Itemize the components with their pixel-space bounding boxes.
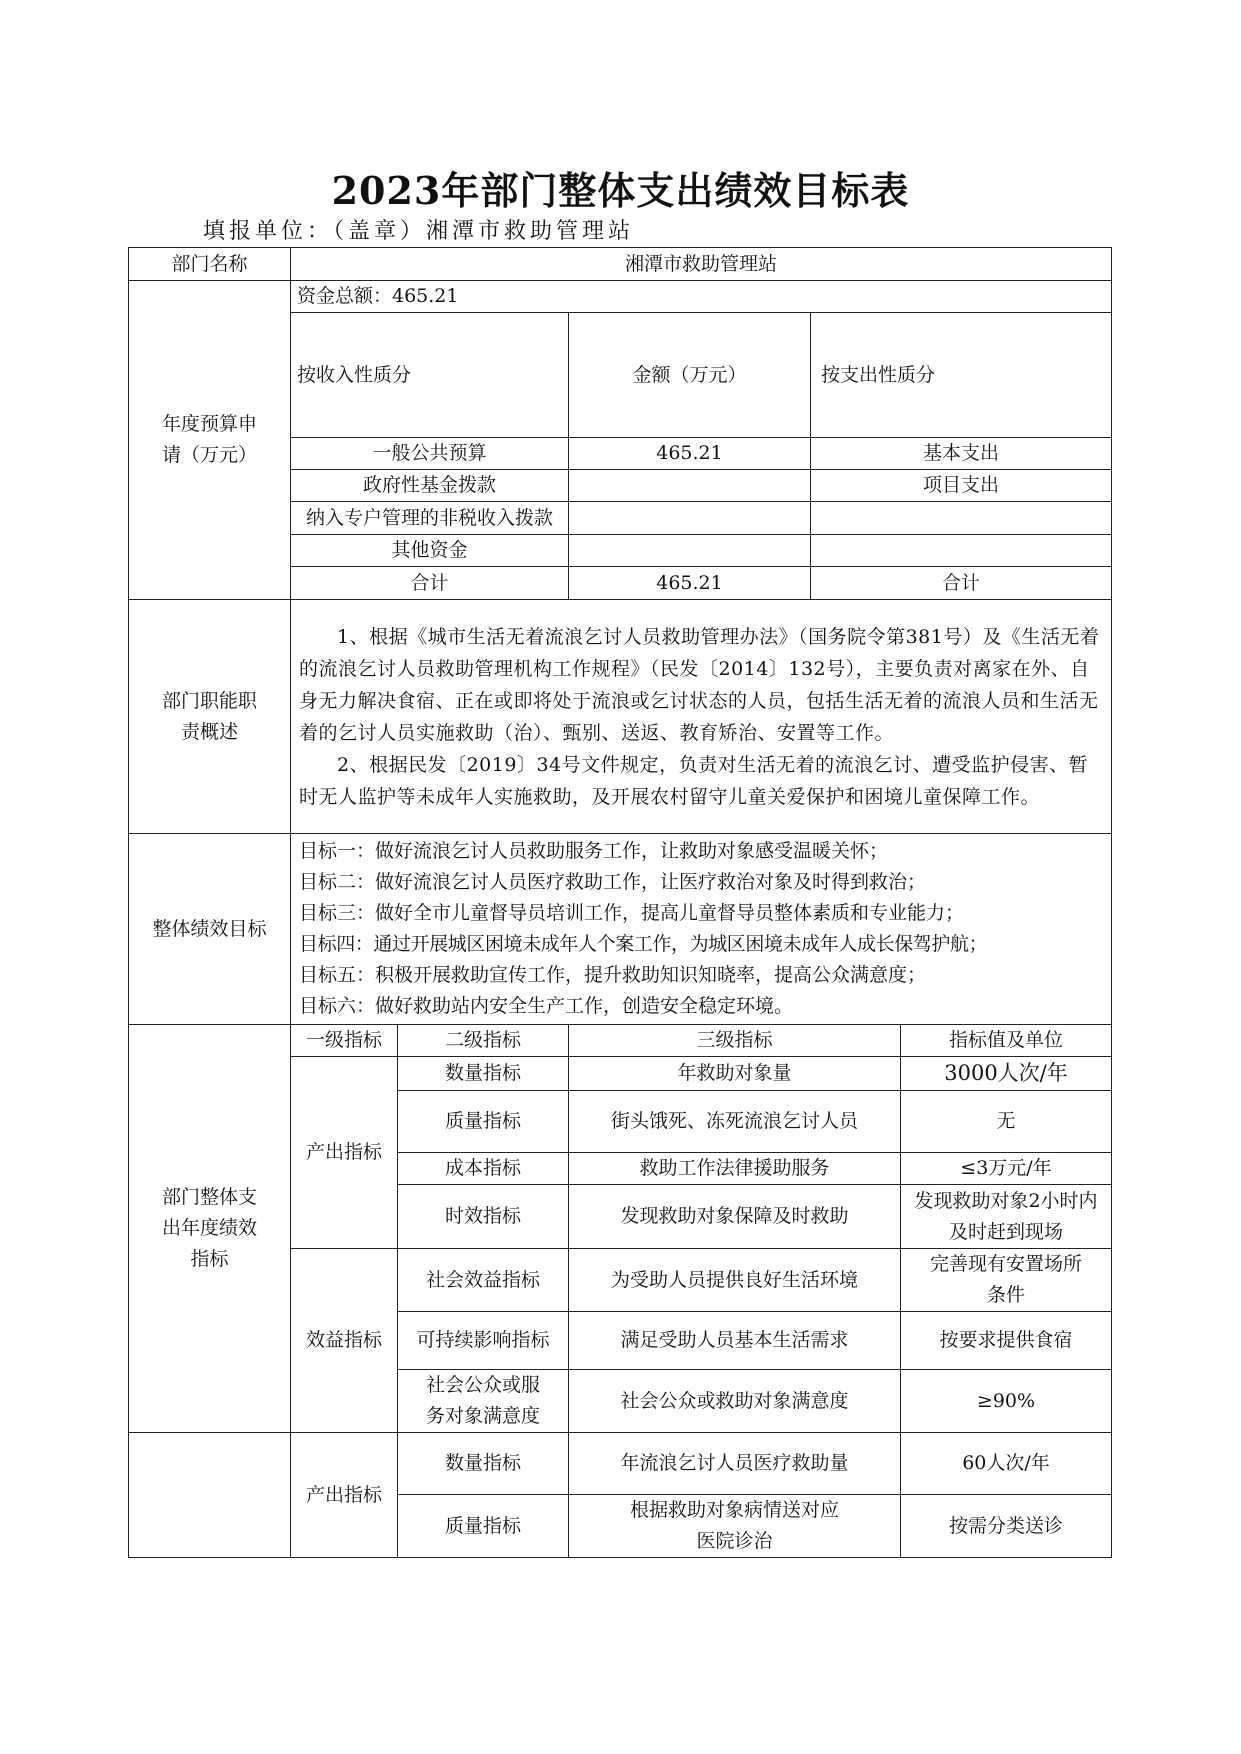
indicator-value: ≥90% <box>901 1370 1112 1433</box>
income-amount <box>569 470 811 502</box>
goal-item: 目标四：通过开展城区困境未成年人个案工作，为城区困境未成年人成长保驾护航； <box>299 933 988 955</box>
income-amount: 465.21 <box>569 438 811 470</box>
duties-label: 部门职能职责概述 <box>129 600 291 834</box>
indicator-level2: 可持续影响指标 <box>398 1312 569 1370</box>
indicator-level3: 街头饿死、冻死流浪乞讨人员 <box>569 1091 901 1153</box>
goal-item: 目标一：做好流浪乞讨人员救助服务工作，让救助对象感受温暖关怀； <box>299 840 889 862</box>
expense-type: 项目支出 <box>811 470 1112 502</box>
expense-head: 按支出性质分 <box>811 313 1112 438</box>
income-head: 按收入性质分 <box>291 313 569 438</box>
head-level2: 二级指标 <box>398 1025 569 1057</box>
goal-item: 目标三：做好全市儿童督导员培训工作，提高儿童督导员整体素质和专业能力； <box>299 902 965 924</box>
fill-unit: 填报单位：（盖章）湘潭市救助管理站 <box>203 219 635 244</box>
indicators-label: 部门整体支出年度绩效指标 <box>129 1025 291 1433</box>
income-type: 纳入专户管理的非税收入拨款 <box>291 502 569 535</box>
expense-type: 基本支出 <box>811 438 1112 470</box>
output2-label: 产出指标 <box>291 1433 398 1558</box>
indicator-level2: 时效指标 <box>398 1185 569 1249</box>
indicator-level3: 发现救助对象保障及时救助 <box>569 1185 901 1249</box>
indicator-value: 3000人次/年 <box>901 1057 1112 1091</box>
budget-label: 年度预算申请（万元） <box>129 281 291 600</box>
expense-type <box>811 502 1112 535</box>
indicator-value: ≤3万元/年 <box>901 1153 1112 1185</box>
income-amount <box>569 502 811 535</box>
expense-type <box>811 535 1112 567</box>
income-type: 政府性基金拨款 <box>291 470 569 502</box>
goal-item: 目标五：积极开展救助宣传工作，提升救助知识知晓率，提高公众满意度； <box>299 964 927 986</box>
indicator-value: 无 <box>901 1091 1112 1153</box>
performance-table <box>128 247 1112 1558</box>
goal-item: 目标二：做好流浪乞讨人员医疗救助工作，让医疗救治对象及时得到救治； <box>299 871 927 893</box>
indicator-level3: 年救助对象量 <box>569 1057 901 1091</box>
income-total: 465.21 <box>569 567 811 600</box>
indicator-value: 完善现有安置场所条件 <box>901 1249 1112 1312</box>
indicator-value: 按要求提供食宿 <box>901 1312 1112 1370</box>
effect-label: 效益指标 <box>291 1249 398 1433</box>
indicator-level3: 为受助人员提供良好生活环境 <box>569 1249 901 1312</box>
head-level1: 一级指标 <box>291 1025 398 1057</box>
indicator-level2: 成本指标 <box>398 1153 569 1185</box>
indicator-value: 按需分类送诊 <box>901 1495 1112 1558</box>
indicator-level2: 质量指标 <box>398 1091 569 1153</box>
indicator-level3: 根据救助对象病情送对应医院诊治 <box>569 1495 901 1558</box>
dept-value: 湘潭市救助管理站 <box>291 248 1112 281</box>
duties-text <box>291 600 1112 834</box>
income-amount <box>569 535 811 567</box>
budget-total: 资金总额：465.21 <box>291 281 1112 313</box>
goal-item: 目标六：做好救助站内安全生产工作，创造安全稳定环境。 <box>299 995 794 1017</box>
output-label: 产出指标 <box>291 1057 398 1249</box>
indicator-level3: 年流浪乞讨人员医疗救助量 <box>569 1433 901 1495</box>
indicator-level2: 社会公众或服务对象满意度 <box>398 1370 569 1433</box>
indicators-label-cont <box>129 1433 291 1558</box>
indicator-level2: 数量指标 <box>398 1057 569 1091</box>
indicator-level2: 质量指标 <box>398 1495 569 1558</box>
income-amount-head: 金额（万元） <box>569 313 811 438</box>
duties-paragraph: 1、根据《城市生活无着流浪乞讨人员救助管理办法》（国务院令第381号）及《生活无着的流浪乞讨人员救助管理机构工作规程》（民发〔2014〕132号），主要负责对离家在外、自身无力解决食宿、正在或即将处于流浪或乞讨状态的人员，包括生活无着的流浪人员和生活无着的乞讨人员实施救助（治）、甄别、送返、教育矫治、安置等工作。 <box>299 625 1100 744</box>
indicator-level3: 满足受助人员基本生活需求 <box>569 1312 901 1370</box>
head-value: 指标值及单位 <box>901 1025 1112 1057</box>
head-level3: 三级指标 <box>569 1025 901 1057</box>
page-title: 2023年部门整体支出绩效目标表 <box>331 168 910 213</box>
indicator-level2: 数量指标 <box>398 1433 569 1495</box>
goals-label: 整体绩效目标 <box>129 834 291 1025</box>
indicator-level3: 救助工作法律援助服务 <box>569 1153 901 1185</box>
dept-label: 部门名称 <box>129 248 291 281</box>
indicator-level3: 社会公众或救助对象满意度 <box>569 1370 901 1433</box>
expense-total-label: 合计 <box>811 567 1112 600</box>
income-type: 一般公共预算 <box>291 438 569 470</box>
duties-paragraph: 2、根据民发〔2019〕34号文件规定，负责对生活无着的流浪乞讨、遭受监护侵害、暂时无人监护等未成年人实施救助，及开展农村留守儿童关爱保护和困境儿童保障工作。 <box>299 753 1089 808</box>
goals-list <box>291 834 1112 1025</box>
indicator-value: 发现救助对象2小时内及时赶到现场 <box>901 1185 1112 1249</box>
indicator-value: 60人次/年 <box>901 1433 1112 1495</box>
indicator-level2: 社会效益指标 <box>398 1249 569 1312</box>
income-type: 其他资金 <box>291 535 569 567</box>
income-total-label: 合计 <box>291 567 569 600</box>
